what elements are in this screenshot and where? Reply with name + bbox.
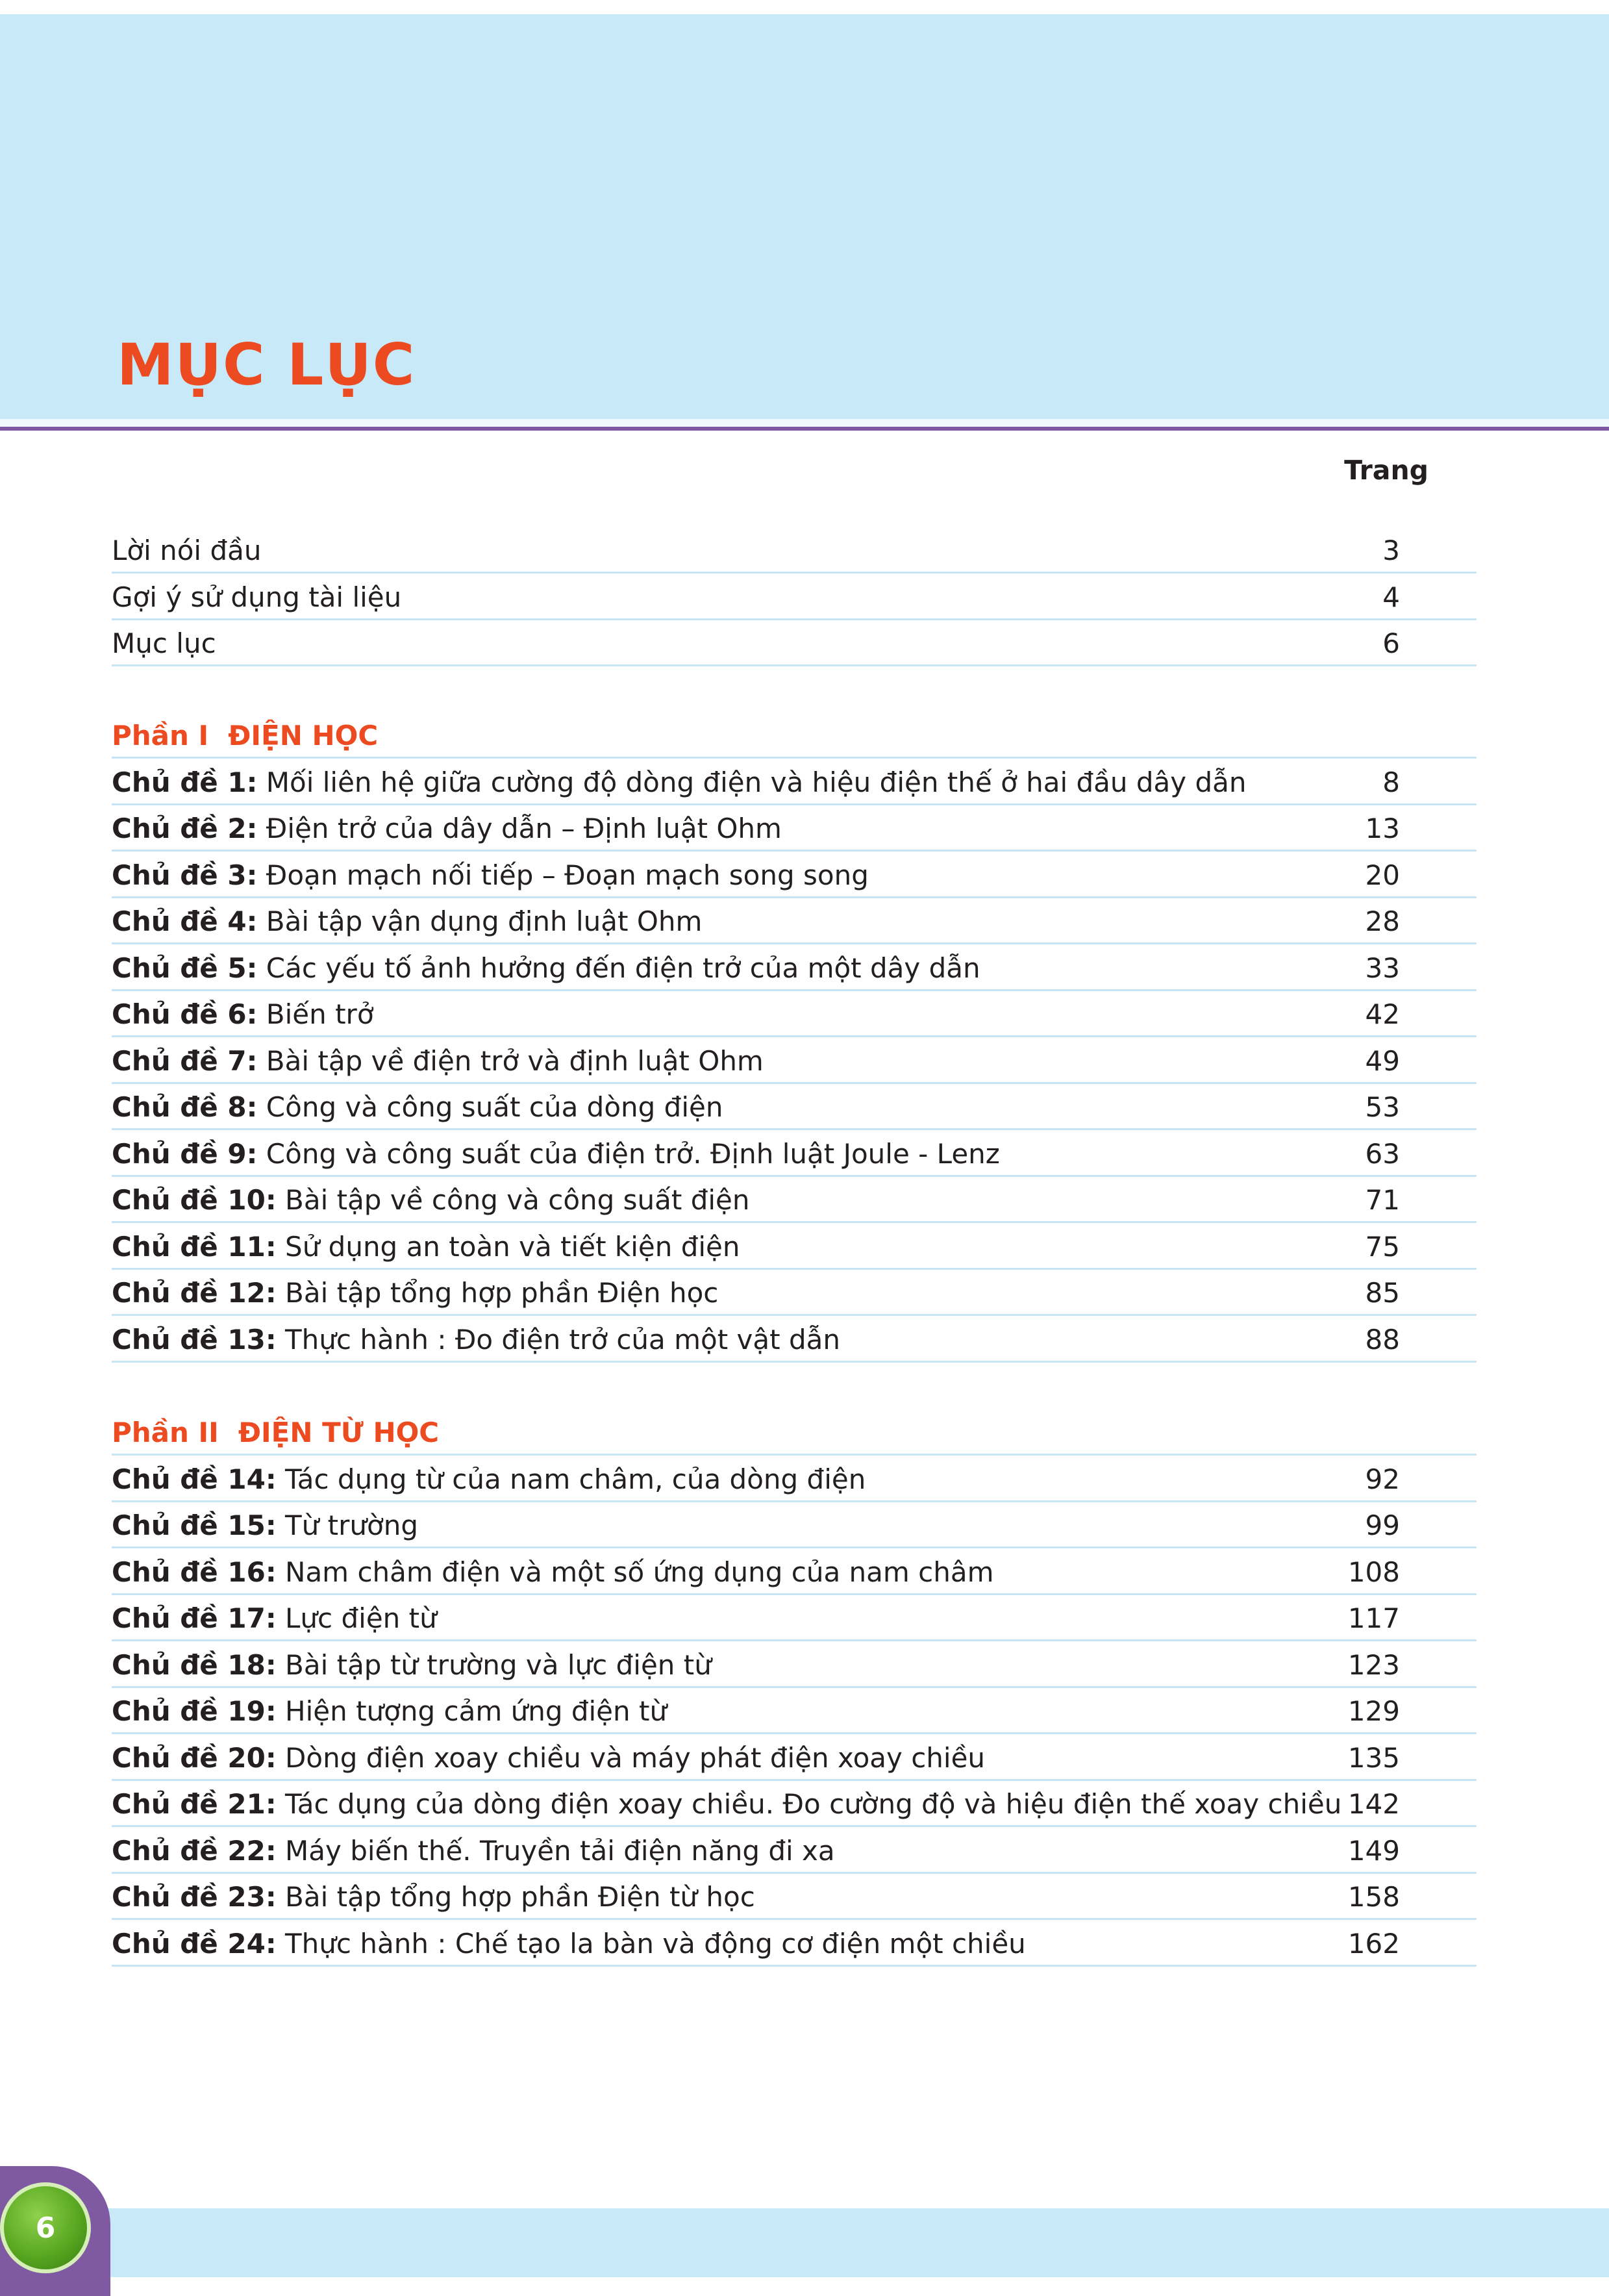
toc-entry-title: Máy biến thế. Truyền tải điện năng đi xa [285, 1834, 835, 1867]
toc-page-number: 53 [1365, 1091, 1400, 1123]
toc-row [112, 991, 1477, 1037]
toc-row [112, 1874, 1477, 1920]
toc-topic-label: Chủ đề 20: [112, 1741, 277, 1774]
toc-topic-label: Chủ đề 6: [112, 998, 258, 1030]
toc-page-number: 75 [1365, 1230, 1400, 1263]
section-name: ĐIỆN HỌC [228, 720, 379, 751]
toc-row [112, 1735, 1477, 1781]
toc-page-number: 92 [1365, 1463, 1400, 1495]
toc-topic-label: Chủ đề 4: [112, 905, 258, 937]
toc-row [112, 945, 1477, 991]
toc-row [112, 1642, 1477, 1688]
toc-row [112, 620, 1477, 666]
header-rule [0, 419, 1609, 432]
toc-row [112, 898, 1477, 944]
toc-entry-title: Thực hành : Chế tạo la bàn và động cơ điện một chiều [285, 1927, 1026, 1960]
toc-topic-label: Chủ đề 17: [112, 1602, 277, 1634]
toc-row [112, 1177, 1477, 1223]
toc-row [112, 527, 1477, 574]
toc-page-number: 20 [1365, 859, 1400, 891]
toc-topic-label: Chủ đề 12: [112, 1277, 277, 1309]
toc-topic-label: Chủ đề 24: [112, 1927, 277, 1960]
toc-row [112, 1084, 1477, 1130]
toc-row [112, 1224, 1477, 1270]
toc-topic-label: Chủ đề 22: [112, 1834, 277, 1867]
toc-topic-label: Chủ đề 14: [112, 1463, 277, 1495]
toc-topic-label: Chủ đề 7: [112, 1044, 258, 1077]
toc-topic-label: Chủ đề 3: [112, 859, 258, 891]
toc-entry-title: Biến trở [266, 998, 374, 1030]
toc-row [112, 1038, 1477, 1084]
toc-page-number: 123 [1347, 1648, 1400, 1681]
section-heading [112, 1409, 1477, 1456]
toc-page-number: 158 [1347, 1881, 1400, 1913]
toc-row [112, 1828, 1477, 1874]
toc-page-number: 129 [1347, 1695, 1400, 1727]
toc-row [112, 759, 1477, 805]
toc-entry-title: Dòng điện xoay chiều và máy phát điện xoay chiều [285, 1741, 986, 1774]
toc-page-number: 108 [1347, 1556, 1400, 1588]
toc-entry-title: Mối liên hệ giữa cường độ dòng điện và hiệu điện thế ở hai đầu dây dẫn [266, 766, 1247, 798]
toc-page-number: 142 [1347, 1788, 1400, 1820]
toc-entry-title: Bài tập tổng hợp phần Điện học [285, 1277, 719, 1309]
toc-topic-label: Chủ đề 23: [112, 1881, 277, 1913]
toc-topic-label: Chủ đề 21: [112, 1788, 277, 1820]
toc-row [112, 1502, 1477, 1548]
toc-page-number: 63 [1365, 1137, 1400, 1170]
toc-entry-title: Bài tập tổng hợp phần Điện từ học [285, 1881, 755, 1913]
toc-entry-title: Gợi ý sử dụng tài liệu [112, 581, 402, 613]
toc-page-number: 13 [1365, 813, 1400, 844]
page-title: MỤC LỤC [117, 331, 416, 398]
toc-page-number: 33 [1365, 952, 1400, 984]
toc-page-number: 49 [1365, 1044, 1400, 1077]
toc-row [112, 1270, 1477, 1316]
section-label: Phần II [112, 1417, 219, 1448]
section-heading [112, 713, 1477, 759]
toc-page-number: 71 [1365, 1184, 1400, 1216]
footer-band [104, 2208, 1609, 2277]
toc-row [112, 805, 1477, 852]
toc-page-number: 149 [1347, 1834, 1400, 1867]
toc-row [112, 1921, 1477, 1967]
section-name: ĐIỆN TỪ HỌC [238, 1417, 440, 1448]
toc-page-number: 8 [1382, 766, 1400, 798]
toc-entry-title: Lực điện từ [285, 1602, 437, 1634]
toc-page-number: 135 [1347, 1741, 1400, 1774]
page-column-header: Trang [1344, 455, 1428, 486]
toc-entry-title: Công và công suất của dòng điện [266, 1091, 723, 1123]
toc-topic-label: Chủ đề 2: [112, 813, 258, 844]
toc-entry-title: Lời nói đầu [112, 535, 262, 566]
toc-page-number: 117 [1347, 1602, 1400, 1634]
toc-row [112, 1595, 1477, 1641]
toc-entry-title: Công và công suất của điện trở. Định luật Joule - Lenz [266, 1137, 1000, 1170]
toc-page-number: 85 [1365, 1277, 1400, 1309]
toc-page-number: 28 [1365, 905, 1400, 937]
toc-page-number: 99 [1365, 1509, 1400, 1541]
toc-entry-title: Sử dụng an toàn và tiết kiện điện [285, 1230, 740, 1263]
toc-page-number: 6 [1382, 627, 1400, 659]
toc-entry-title: Thực hành : Đo điện trở của một vật dẫn [285, 1323, 840, 1356]
toc-topic-label: Chủ đề 11: [112, 1230, 277, 1263]
section-label: Phần I [112, 720, 209, 751]
toc-row [112, 1317, 1477, 1363]
toc-row [112, 1549, 1477, 1595]
toc-topic-label: Chủ đề 8: [112, 1091, 258, 1123]
toc-row [112, 1131, 1477, 1177]
page-number-badge: 6 [0, 2182, 91, 2273]
toc-row [112, 1781, 1477, 1827]
toc-row [112, 574, 1477, 620]
toc-entry-title: Tác dụng của dòng điện xoay chiều. Đo cường độ và hiệu điện thế xoay chiều [285, 1788, 1342, 1820]
toc-topic-label: Chủ đề 19: [112, 1695, 277, 1727]
toc-row [112, 1688, 1477, 1734]
toc-entry-title: Điện trở của dây dẫn – Định luật Ohm [266, 813, 782, 844]
toc-topic-label: Chủ đề 16: [112, 1556, 277, 1588]
toc-entry-title: Hiện tượng cảm ứng điện từ [285, 1695, 667, 1727]
toc-topic-label: Chủ đề 18: [112, 1648, 277, 1681]
toc-page-number: 88 [1365, 1323, 1400, 1356]
toc-page-number: 42 [1365, 998, 1400, 1030]
toc-entry-title: Từ trường [285, 1509, 418, 1541]
toc-entry-title: Bài tập về điện trở và định luật Ohm [266, 1044, 764, 1077]
toc-page-number: 4 [1382, 581, 1400, 613]
toc-page-number: 162 [1347, 1927, 1400, 1960]
toc-topic-label: Chủ đề 5: [112, 952, 258, 984]
toc-topic-label: Chủ đề 13: [112, 1323, 277, 1356]
toc-topic-label: Chủ đề 15: [112, 1509, 277, 1541]
toc-entry-title: Bài tập từ trường và lực điện từ [285, 1648, 712, 1681]
toc-entry-title: Đoạn mạch nối tiếp – Đoạn mạch song song [266, 859, 869, 891]
toc-row [112, 852, 1477, 898]
toc-topic-label: Chủ đề 1: [112, 766, 258, 798]
toc-entry-title: Tác dụng từ của nam châm, của dòng điện [285, 1463, 866, 1495]
toc-page-number: 3 [1382, 535, 1400, 566]
toc-entry-title: Nam châm điện và một số ứng dụng của nam châm [285, 1556, 994, 1588]
toc-row [112, 1456, 1477, 1502]
toc-topic-label: Chủ đề 9: [112, 1137, 258, 1170]
toc-entry-title: Bài tập về công và công suất điện [285, 1184, 750, 1216]
toc-entry-title: Các yếu tố ảnh hưởng đến điện trở của một dây dẫn [266, 952, 980, 984]
toc-entry-title: Mục lục [112, 627, 216, 659]
toc-entry-title: Bài tập vận dụng định luật Ohm [266, 905, 703, 937]
toc-topic-label: Chủ đề 10: [112, 1184, 277, 1216]
